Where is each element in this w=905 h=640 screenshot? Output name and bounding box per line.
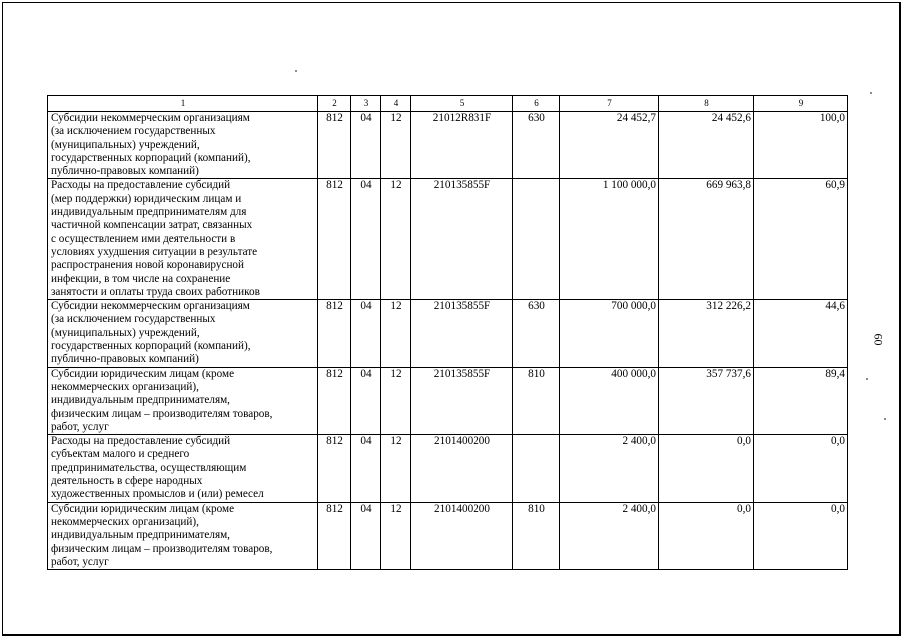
row-description: Субсидии юридическим лицам (кроме некоммерческих организаций), индивидуальным предпринимателям, физическим лицам – производителям товаров, работ, услуг	[48, 502, 318, 569]
row-value-8: 312 226,2	[659, 300, 754, 367]
row-description: Субсидии юридическим лицам (кроме некоммерческих организаций), индивидуальным предпринимателям, физическим лицам – производителям товаров, работ, услуг	[48, 367, 318, 434]
row-value-9: 100,0	[754, 112, 848, 179]
row-code-5: 210135855F	[411, 300, 513, 367]
page-number: 60	[871, 333, 886, 346]
row-code-6: 630	[513, 112, 560, 179]
header-col-7: 7	[560, 96, 659, 112]
scan-speck	[866, 378, 868, 380]
row-value-9: 0,0	[754, 435, 848, 502]
row-value-8: 0,0	[659, 502, 754, 569]
row-value-9: 60,9	[754, 179, 848, 300]
row-code-2: 812	[318, 367, 351, 434]
table-row	[48, 300, 848, 367]
row-value-9: 44,6	[754, 300, 848, 367]
row-code-2: 812	[318, 179, 351, 300]
header-col-1: 1	[48, 96, 318, 112]
row-description: Субсидии некоммерческим организациям (за исключением государственных (муниципальных) учреждений, государственных корпораций (компаний), публично-правовых компаний)	[48, 300, 318, 367]
row-code-5: 2101400200	[411, 502, 513, 569]
row-code-5: 210135855F	[411, 367, 513, 434]
row-value-9: 0,0	[754, 502, 848, 569]
header-col-6: 6	[513, 96, 560, 112]
row-value-7: 24 452,7	[560, 112, 659, 179]
row-code-5: 2101400200	[411, 435, 513, 502]
row-code-2: 812	[318, 112, 351, 179]
row-code-3: 04	[351, 367, 381, 434]
row-code-5: 21012R831F	[411, 112, 513, 179]
scan-speck	[870, 92, 872, 94]
row-value-7: 700 000,0	[560, 300, 659, 367]
row-code-2: 812	[318, 502, 351, 569]
row-code-4: 12	[381, 300, 411, 367]
row-value-8: 669 963,8	[659, 179, 754, 300]
row-code-6	[513, 435, 560, 502]
header-col-4: 4	[381, 96, 411, 112]
row-code-4: 12	[381, 112, 411, 179]
table-row	[48, 435, 848, 502]
row-code-3: 04	[351, 502, 381, 569]
scan-speck	[295, 70, 297, 72]
row-code-6: 810	[513, 502, 560, 569]
table-row	[48, 502, 848, 569]
row-code-4: 12	[381, 435, 411, 502]
row-description: Расходы на предоставление субсидий субъектам малого и среднего предпринимательства, осуществляющим деятельность в сфере народных художественных промыслов и (или) ремесел	[48, 435, 318, 502]
header-col-8: 8	[659, 96, 754, 112]
header-col-2: 2	[318, 96, 351, 112]
row-value-7: 2 400,0	[560, 502, 659, 569]
row-code-4: 12	[381, 502, 411, 569]
row-code-3: 04	[351, 112, 381, 179]
row-code-6	[513, 179, 560, 300]
row-code-6: 630	[513, 300, 560, 367]
row-value-8: 0,0	[659, 435, 754, 502]
row-description: Расходы на предоставление субсидий (мер поддержки) юридическим лицам и индивидуальным предпринимателям для частичной компенсации затрат, связанных с осуществлением ими деятельности в условиях ухудшения ситуации в результате распространения новой коронавирусной инфекции, в том числе на сохранение занятости и оплаты труда своих работников	[48, 179, 318, 300]
table-row	[48, 367, 848, 434]
row-code-2: 812	[318, 300, 351, 367]
scan-speck	[884, 418, 886, 420]
row-code-5: 210135855F	[411, 179, 513, 300]
table-row	[48, 179, 848, 300]
row-code-3: 04	[351, 435, 381, 502]
row-value-7: 2 400,0	[560, 435, 659, 502]
header-col-9: 9	[754, 96, 848, 112]
row-value-8: 357 737,6	[659, 367, 754, 434]
row-code-3: 04	[351, 300, 381, 367]
row-value-8: 24 452,6	[659, 112, 754, 179]
row-code-2: 812	[318, 435, 351, 502]
row-code-6: 810	[513, 367, 560, 434]
table-row	[48, 112, 848, 179]
budget-table	[47, 95, 848, 570]
row-description: Субсидии некоммерческим организациям (за исключением государственных (муниципальных) учреждений, государственных корпораций (компаний), публично-правовых компаний)	[48, 112, 318, 179]
row-code-3: 04	[351, 179, 381, 300]
row-code-4: 12	[381, 367, 411, 434]
row-code-4: 12	[381, 179, 411, 300]
row-value-7: 400 000,0	[560, 367, 659, 434]
header-row	[48, 96, 848, 112]
row-value-7: 1 100 000,0	[560, 179, 659, 300]
header-col-5: 5	[411, 96, 513, 112]
row-value-9: 89,4	[754, 367, 848, 434]
header-col-3: 3	[351, 96, 381, 112]
